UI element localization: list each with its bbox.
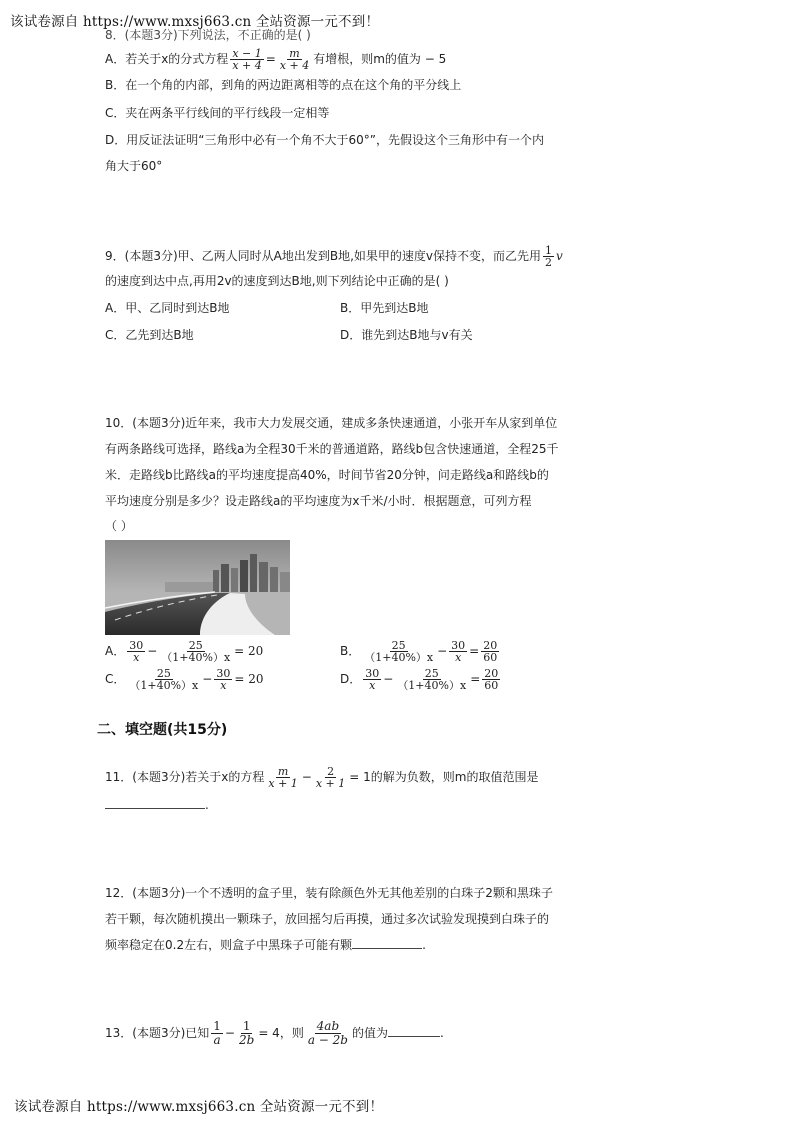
q10-b-fraction-2: $\frac{30}{x}$ xyxy=(451,639,466,664)
q11-answer-blank[interactable] xyxy=(105,796,205,809)
q8-fraction-1: $\frac{x - 1}{x + 4}$ xyxy=(232,47,262,72)
q11-stem: 11．(本题3分)若关于x的方程 $\frac{m}{x + 1}$ − $\frac{2}{x + 1}$ = 1的解为负数，则m的取值范围是 xyxy=(105,765,539,790)
q10-c-fraction-1: $\frac{25}{(1+40\%)x}$ xyxy=(129,667,199,692)
q13-fraction-1: $\frac{1}{a}$ xyxy=(213,1019,221,1047)
q12-stem-line1: 12．(本题3分)一个不透明的盒子里，装有除颜色外无其他差别的白珠子2颗和黑珠子 xyxy=(105,886,553,900)
q11-answer-line: . xyxy=(105,796,209,814)
q13-fraction-2: $\frac{1}{2b}$ xyxy=(238,1019,255,1047)
q13-answer-blank[interactable] xyxy=(388,1024,440,1037)
q10-stem-line1: 10．(本题3分)近年来，我市大力发展交通，建成多条快速通道，小张开车从家到单位 xyxy=(105,416,558,430)
section-heading-fill-in: 二、填空题(共15分) xyxy=(97,722,228,738)
q10-c-fraction-2: $\frac{30}{x}$ xyxy=(216,667,231,692)
q10-d-fraction-2: $\frac{25}{(1+40\%)x}$ xyxy=(397,667,467,692)
q9-option-c: C．乙先到达B地 xyxy=(105,328,194,342)
q12-stem-line2: 若干颗，每次随机摸出一颗珠子，放回摇匀后再摸，通过多次试验发现摸到白珠子的 xyxy=(105,912,550,926)
q10-b-fraction-1: $\frac{25}{(1+40\%)x}$ xyxy=(364,639,434,664)
q13-stem: 13．(本题3分)已知 $\frac{1}{a}$ − $\frac{1}{2b}$ = 4，则 $\frac{4ab}{a - 2b}$ 的值为 . xyxy=(105,1019,444,1047)
city-road-photo xyxy=(105,540,290,635)
q8-option-d-line2: 角大于60° xyxy=(105,159,163,173)
q9-option-b: B．甲先到达B地 xyxy=(340,301,429,315)
q10-option-d: D． $\frac{30}{x}$ − $\frac{25}{(1+40\%)x}$ = $\frac{20}{60}$ xyxy=(340,667,499,692)
q10-stem-line3: 米．走路线b比路线a的平均速度提高40%，时间节省20分钟，问走路线a和路线b的 xyxy=(105,468,549,482)
q8-option-c: C．夹在两条平行线间的平行线段一定相等 xyxy=(105,106,330,120)
q10-option-a: A． $\frac{30}{x}$ − $\frac{25}{(1+40\%)x}$ = 20 xyxy=(105,639,264,664)
q9-option-d: D．谁先到达B地与v有关 xyxy=(340,328,473,342)
q9-stem-line1: 9．(本题3分)甲、乙两人同时从A地出发到B地,如果甲的速度v保持不变，而乙先用 $\frac{1}{2}$ v xyxy=(105,244,563,269)
q10-stem-line5: （ ） xyxy=(105,519,133,533)
q8-fraction-2: $\frac{m}{x + 4}$ xyxy=(279,47,310,72)
q10-stem-line2: 有两条路线可选择，路线a为全程30千米的普通道路，路线b包含快速通道，全程25千 xyxy=(105,442,559,456)
q10-option-b: B． $\frac{25}{(1+40\%)x}$ − $\frac{30}{x}$ = $\frac{20}{60}$ xyxy=(340,639,498,664)
watermark-bottom: 该试卷源自 https://www.mxsj663.cn 全站资源一元不到！ xyxy=(14,1099,384,1115)
watermark-top: 该试卷源自 https://www.mxsj663.cn 全站资源一元不到！ xyxy=(10,14,380,30)
q10-a-fraction-1: $\frac{30}{x}$ xyxy=(129,639,144,664)
q10-option-c: C． $\frac{25}{(1+40\%)x}$ − $\frac{30}{x}$ = 20 xyxy=(105,667,264,692)
q9-fraction-half: $\frac{1}{2}$ xyxy=(545,244,552,269)
q11-fraction-2: $\frac{2}{x + 1}$ xyxy=(315,765,346,790)
q10-stem-line4: 平均速度分别是多少？设走路线a的平均速度为x千米/小时．根据题意，可列方程 xyxy=(105,494,532,508)
q10-b-fraction-3: $\frac{20}{60}$ xyxy=(483,639,498,664)
q9-stem-line2: 的速度到达中点,再用2v的速度到达B地,则下列结论中正确的是( ) xyxy=(105,274,449,288)
q8-option-d-line1: D．用反证法证明“三角形中必有一个角不大于60°”，先假设这个三角形中有一个内 xyxy=(105,133,544,147)
q12-answer-blank[interactable] xyxy=(352,936,422,949)
q8-stem: 8．(本题3分)下列说法，不正确的是( ) xyxy=(105,28,311,42)
q12-stem-line3: 频率稳定在0.2左右，则盒子中黑珠子可能有颗 . xyxy=(105,938,426,952)
q11-fraction-1: $\frac{m}{x + 1}$ xyxy=(268,765,298,790)
q10-d-fraction-1: $\frac{30}{x}$ xyxy=(365,667,380,692)
q8-option-b: B．在一个角的内部，到角的两边距离相等的点在这个角的平分线上 xyxy=(105,78,462,92)
q13-fraction-3: $\frac{4ab}{a - 2b}$ xyxy=(307,1019,348,1047)
q10-d-fraction-3: $\frac{20}{60}$ xyxy=(484,667,499,692)
q10-a-fraction-2: $\frac{25}{(1+40\%)x}$ xyxy=(161,639,231,664)
q9-option-a: A．甲、乙同时到达B地 xyxy=(105,301,230,315)
q8-option-a: A．若关于x的分式方程 $\frac{x - 1}{x + 4}$ = $\frac{m}{x + 4}$ 有增根，则m的值为 − 5 xyxy=(105,47,447,72)
